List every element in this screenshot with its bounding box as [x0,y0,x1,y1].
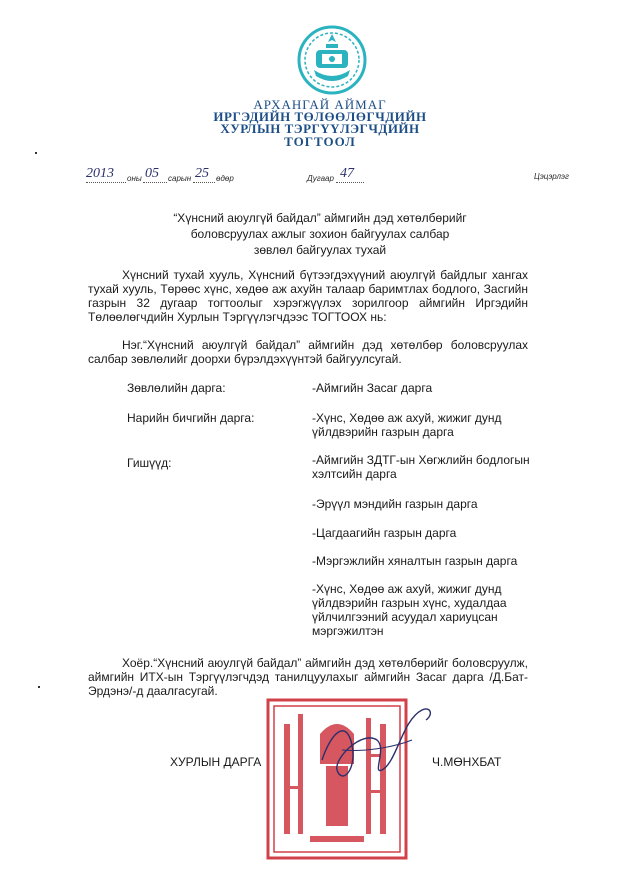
document-number: 47 [340,166,354,181]
date-day: 25 [195,166,209,181]
place-name: Цэцэрлэг [534,172,569,181]
year-suffix: оны [127,174,142,183]
state-emblem-icon [292,24,372,96]
chair-label: Зөвлөлийн дарга: [127,381,226,395]
council-name-line2: ХУРЛЫН ТЭРГҮҮЛЭГЧДИЙН [220,121,420,136]
month-suffix: сарын [168,174,192,183]
document-type: ТОГТООЛ [284,134,356,149]
date-year: 2013 [86,166,114,181]
date-day-field [193,166,215,183]
council-name-line1: ИРГЭДИЙН ТӨЛӨӨЛӨГЧДИЙН [213,109,427,124]
aimag-name: АРХАНГАЙ АЙМАГ [253,97,387,112]
secretary-label: Нарийн бичгийн дарга: [127,411,255,425]
date-month: 05 [145,166,159,181]
title-line: боловсруулах ажлыг зохион байгуулах салбар [190,227,450,241]
number-field [336,166,364,183]
secretary-value: -Хүнс, Хөдөө аж ахуй, жижиг дунд үйлдвэрийн газрын дарга [312,411,502,439]
member-item: -Цагдаагийн газрын дарга [312,526,457,540]
preamble-paragraph: Хүнсний тухай хууль, Хүнсний бүтээгдэхүүний аюулгүй байдлыг хангах тухай хууль, Төрөөс хүнс, хөдөө аж ахуйн талаар баримтлах бодлого, Засгийн газрын 32 дугаар тогтоолыг хэрэгжүүлэх зорилгоор аймгийн Иргэдийн Төлөөлөгчдийн Хурлын Тэргүүлэгчдээс ТОГТООХ нь: [88,268,528,324]
signatory-name: Ч.МӨНХБАТ [432,755,502,769]
member-item: -Мэргэжлийн хяналтын газрын дарга [312,554,518,568]
scan-speck [35,152,37,154]
resolution-title [0,210,640,258]
chairman-signature-icon [302,690,442,800]
date-month-field [143,166,167,183]
signatory-title: ХУРЛЫН ДАРГА [170,755,262,769]
scan-speck [38,686,40,688]
clause-two: Хоёр.“Хүнсний аюулгүй байдал” аймгийн дэд хөтөлбөрийг боловсруулж, аймгийн ИТХ-ын Тэргүүлэгчдэд танилцуулахыг аймгийн Засаг дарга /Д.Бат-Эрдэнэ/-д даалгасугай. [88,656,528,698]
date-year-field [86,166,126,183]
title-line: “Хүнсний аюулгүй байдал” аймгийн дэд хөтөлбөрийг [173,211,467,225]
member-item: -Аймгийн ЗДТГ-ын Хөгжлийн бодлогын хэлтсийн дарга [312,453,530,481]
clause-one: Нэг.“Хүнсний аюулгүй байдал” аймгийн дэд хөтөлбөр боловсруулах салбар зөвлөлийг доорхи бүрэлдэхүүнтэй байгуулсугай. [88,338,528,366]
member-item: -Хүнс, Хөдөө аж ахуй, жижиг дунд үйлдвэрийн газрын хүнс, худалдаа үйлчилгээний асуудал хариуцсан мэргэжилтэн [312,582,507,638]
members-label: Гишүүд: [127,456,172,470]
number-label: Дугаар [307,174,334,183]
member-item: -Эрүүл мэндийн газрын дарга [312,497,478,511]
day-suffix: өдөр [216,174,234,183]
title-line: зөвлөл байгуулах тухай [253,243,387,257]
chair-value: -Аймгийн Засаг дарга [312,381,433,395]
